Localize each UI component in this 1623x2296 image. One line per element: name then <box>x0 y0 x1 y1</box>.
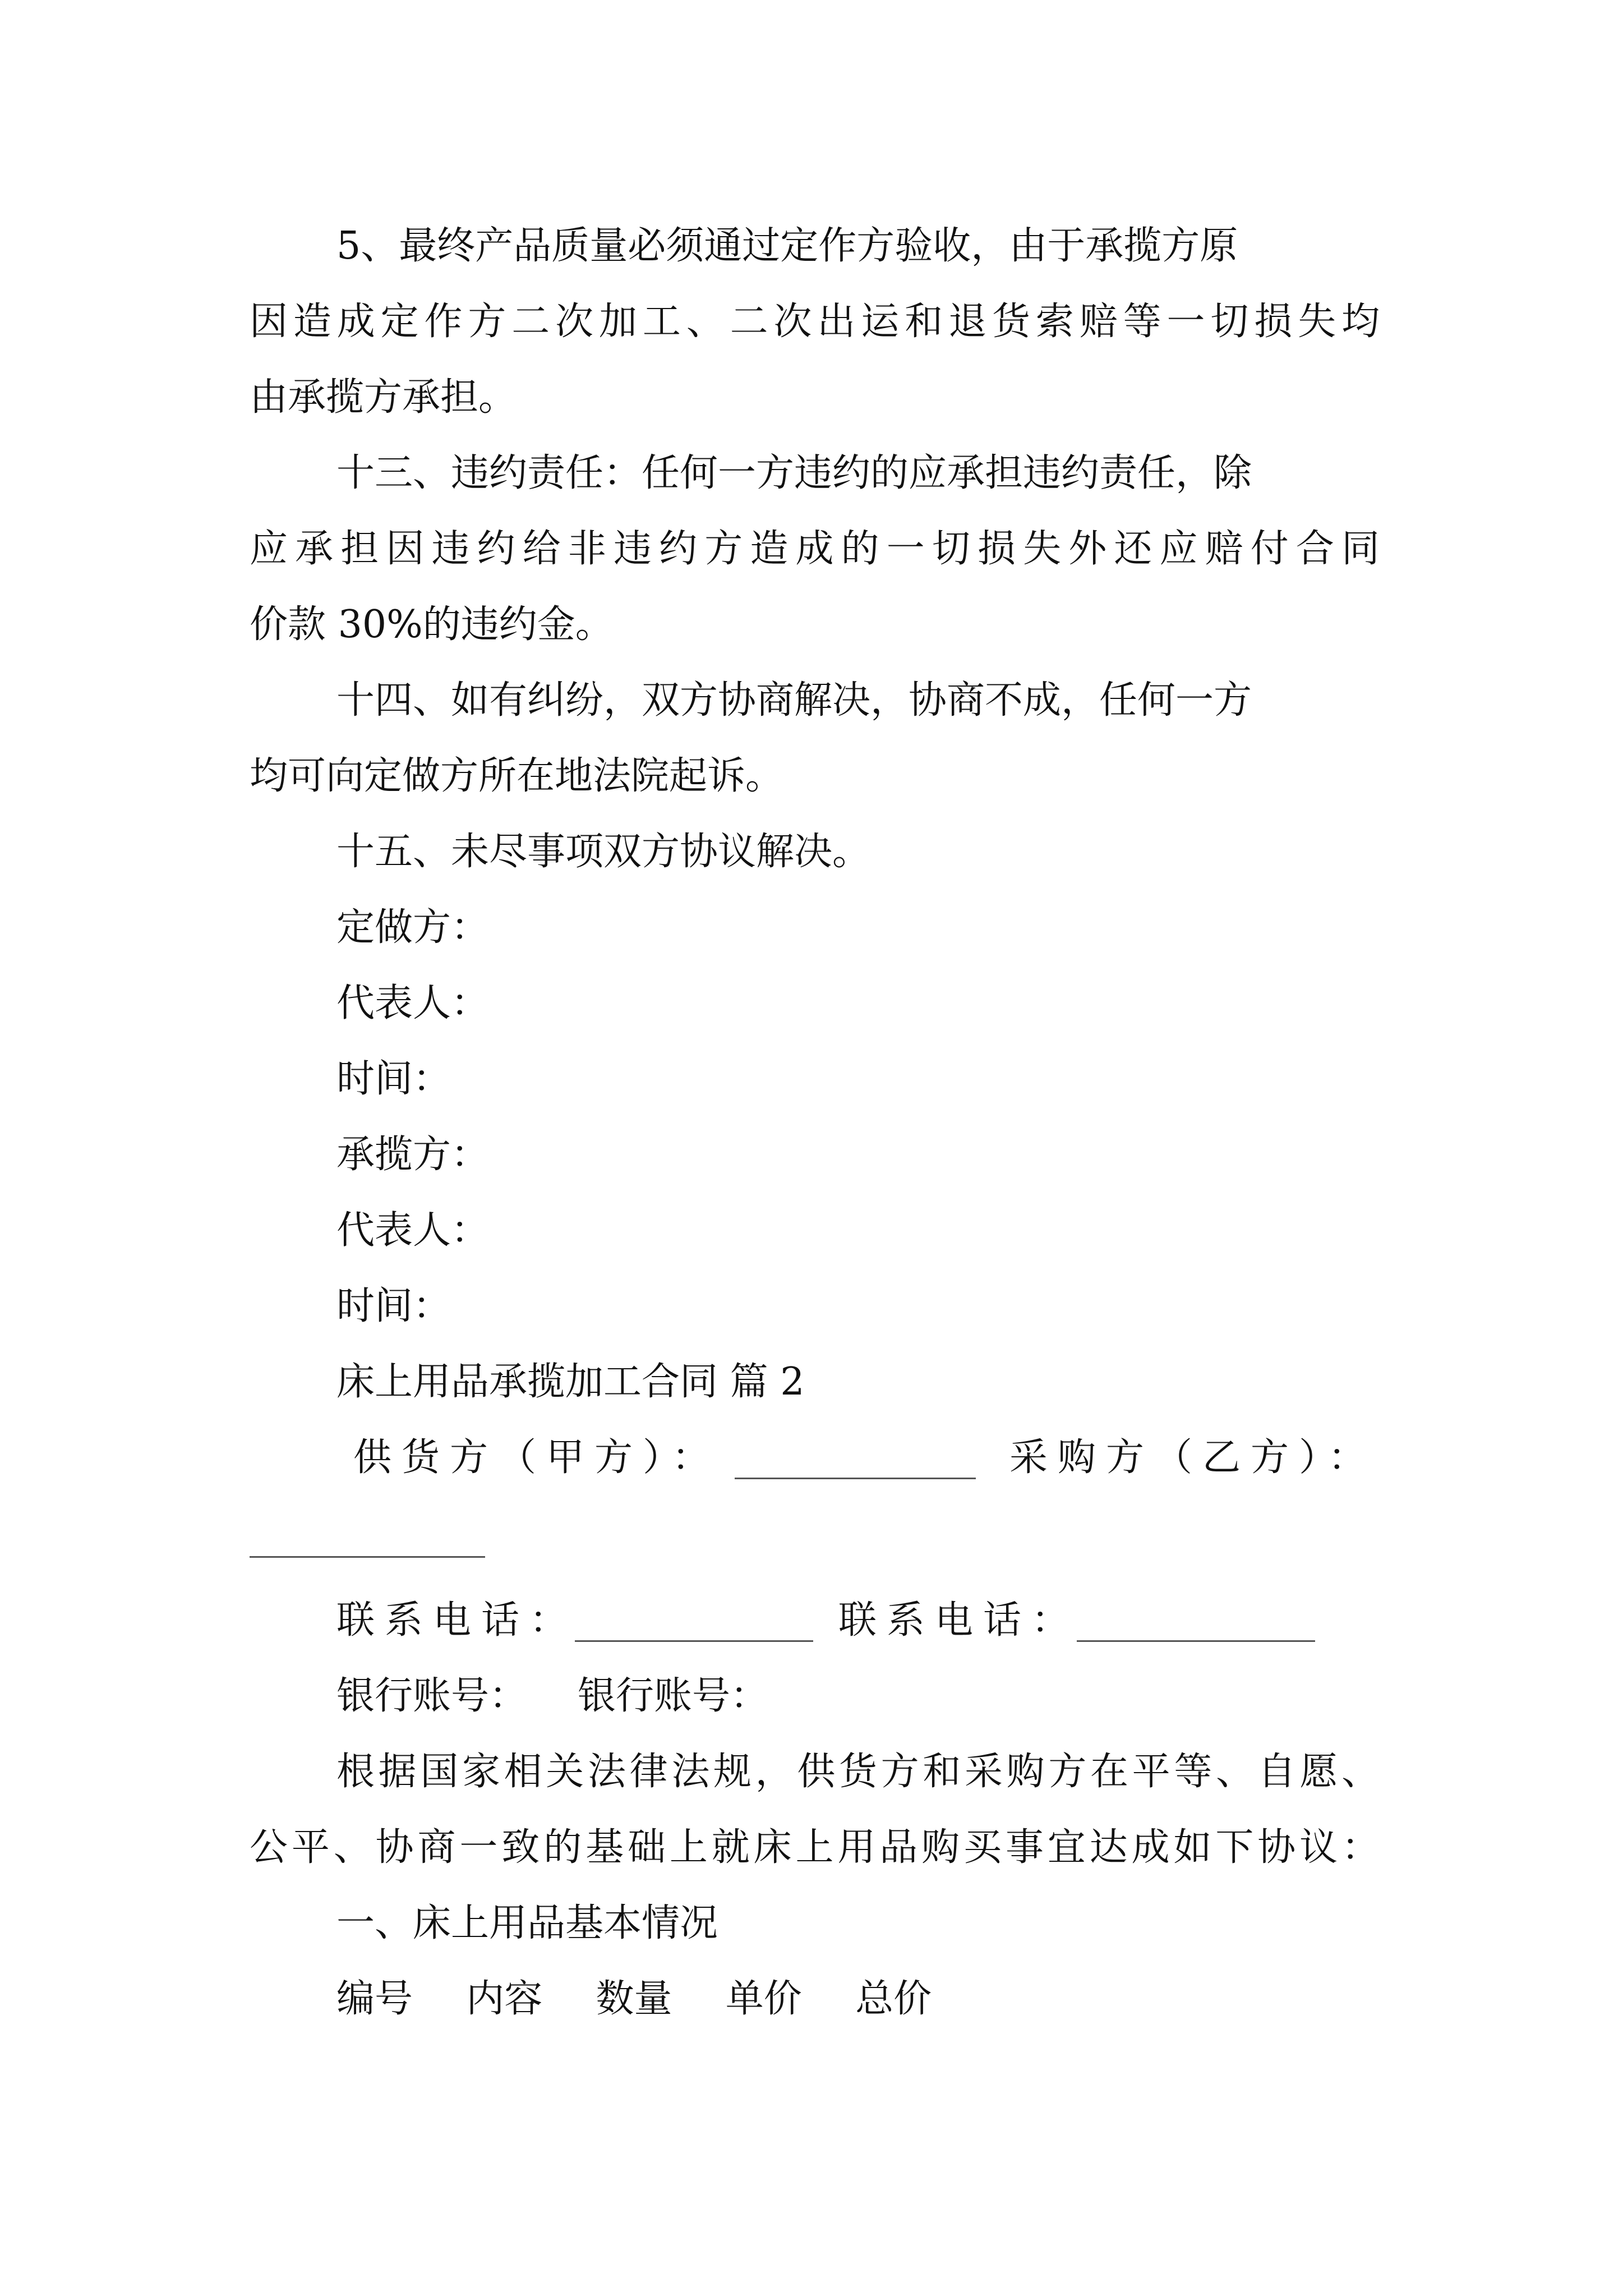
clause-13-line-3: 价款 30%的违约金。 <box>250 602 614 647</box>
table-header-quantity: 数量 <box>596 1977 672 2021</box>
table-header-unit-price: 单价 <box>725 1977 802 2021</box>
bank-label-b: 银行账号： <box>578 1674 769 1718</box>
signature-party-a: 定做方： <box>336 905 490 950</box>
signature-rep-b: 代表人： <box>336 1208 490 1253</box>
signature-time-b: 时间： <box>336 1284 451 1328</box>
preamble-line-1: 根据国家相关法律法规，供货方和采购方在平等、自愿、 <box>336 1750 1380 1794</box>
phone-label-b: 联系电话： <box>838 1598 1080 1642</box>
phone-blank-a <box>575 1638 813 1642</box>
clause-13-line-2: 应承担因违约给非违约方造成的一切损失外还应赔付合同 <box>250 527 1380 571</box>
signature-party-b: 承揽方： <box>336 1133 490 1177</box>
clause-5-line-1: 5、最终产品质量必须通过定作方验收，由于承揽方原 <box>336 224 1238 268</box>
clause-13-line-1: 十三、违约责任：任何一方违约的应承担违约责任，除 <box>336 451 1252 495</box>
signature-rep-a: 代表人： <box>336 981 490 1025</box>
clause-5-line-3: 由承揽方承担。 <box>250 375 517 420</box>
buyer-blank <box>250 1554 485 1558</box>
clause-14-line-2: 均可向定做方所在地法院起诉。 <box>250 754 784 798</box>
preamble-line-2: 公平、协商一致的基础上就床上用品购买事宜达成如下协议： <box>250 1825 1380 1870</box>
table-header-total-price: 总价 <box>855 1977 932 2021</box>
table-header-number: 编号 <box>336 1977 413 2021</box>
phone-label-a: 联系电话： <box>336 1598 578 1642</box>
table-header-row <box>336 1977 932 2021</box>
table-header-content: 内容 <box>466 1977 543 2021</box>
clause-14-line-1: 十四、如有纠纷，双方协商解决，协商不成，任何一方 <box>336 678 1252 723</box>
bank-label-a: 银行账号： <box>336 1674 528 1718</box>
buyer-label: 采购方（乙方）： <box>1009 1435 1377 1480</box>
clause-15: 十五、未尽事项双方协议解决。 <box>336 830 871 874</box>
signature-time-a: 时间： <box>336 1057 451 1101</box>
phone-blank-b <box>1077 1638 1315 1642</box>
supplier-blank <box>735 1475 976 1479</box>
section-1-title: 一、床上用品基本情况 <box>336 1901 718 1945</box>
supplier-label: 供货方（甲方）： <box>353 1435 721 1480</box>
article-2-title: 床上用品承揽加工合同 篇 2 <box>336 1360 805 1404</box>
clause-5-line-2: 因造成定作方二次加工、二次出运和退货索赔等一切损失均 <box>250 300 1380 344</box>
